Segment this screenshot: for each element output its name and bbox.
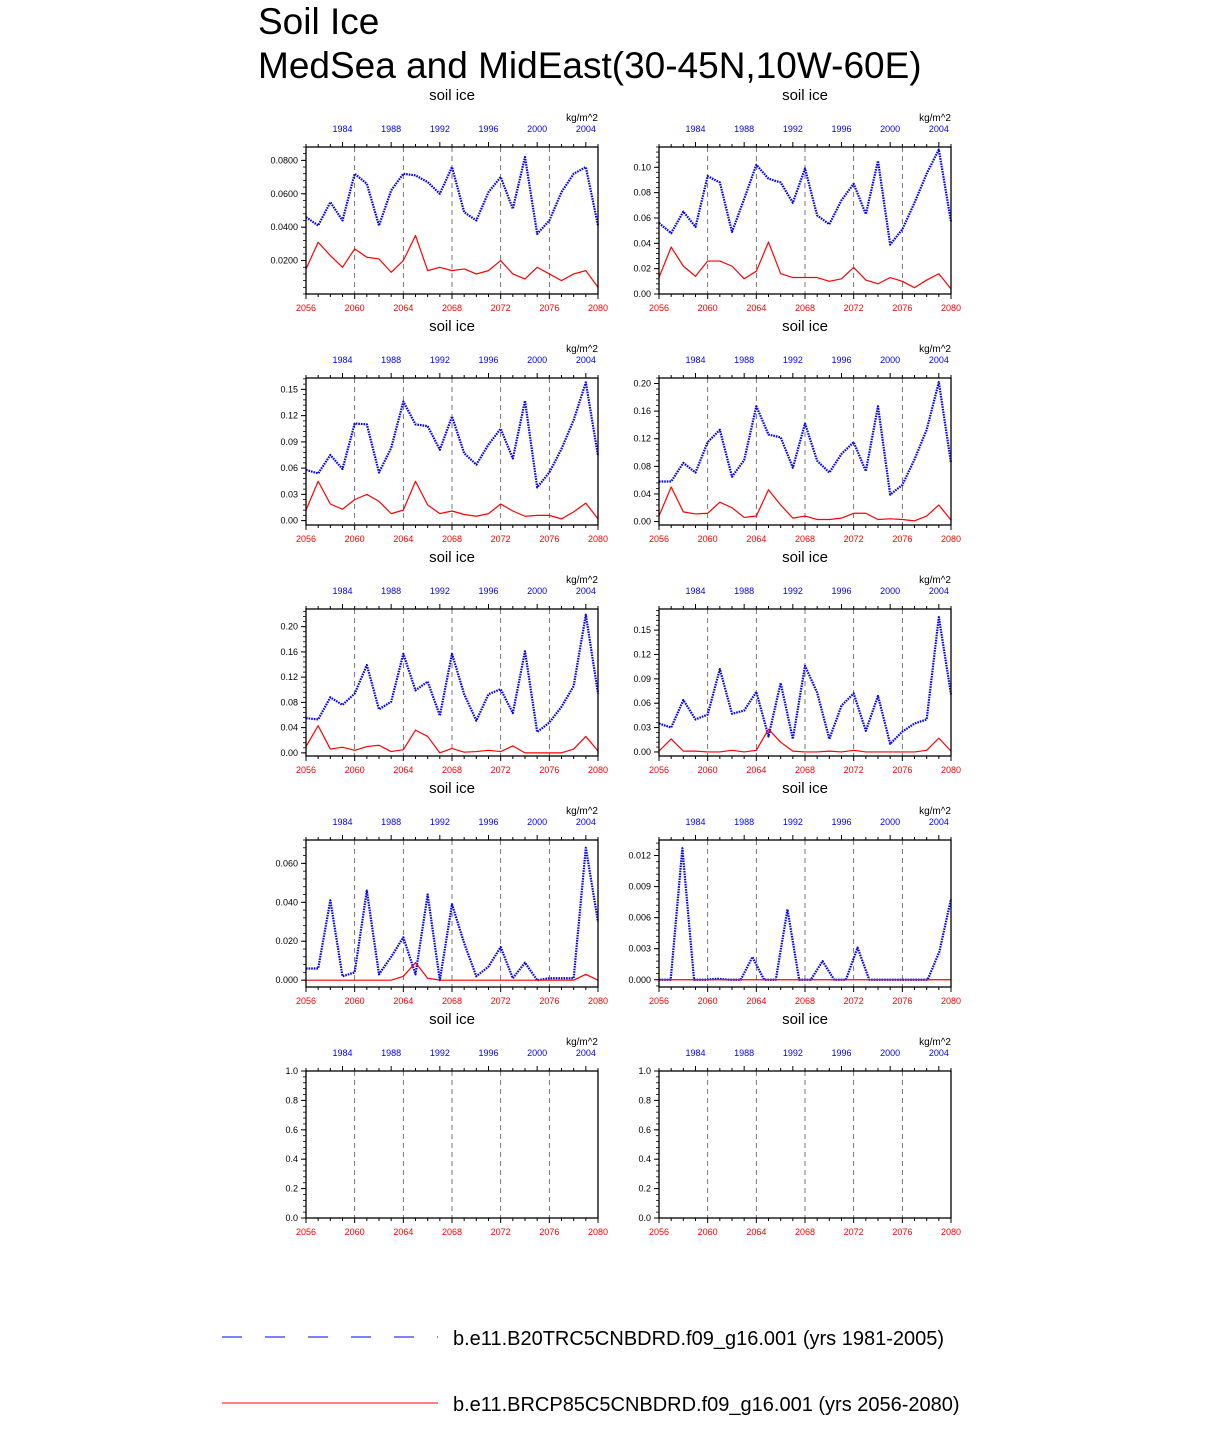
y-tick-label: 0.03	[280, 489, 298, 500]
y-tick-label: 0.06	[633, 698, 651, 709]
x-top-tick-label: 1996	[831, 586, 852, 596]
x-bottom-tick-label: 2064	[393, 534, 414, 544]
x-top-tick-label: 2004	[575, 817, 596, 827]
y-tick-label: 0.012	[628, 850, 651, 861]
x-top-tick-label: 1984	[685, 817, 706, 827]
y-tick-label: 0.6	[285, 1124, 298, 1135]
x-top-tick-label: 1996	[478, 817, 499, 827]
x-top-tick-label: 1996	[831, 1048, 852, 1058]
x-top-tick-label: 1984	[685, 355, 706, 365]
y-tick-label: 0.00	[633, 516, 651, 527]
x-bottom-tick-label: 2080	[587, 303, 609, 313]
x-bottom-tick-label: 2080	[587, 996, 609, 1006]
y-tick-label: 0.006	[628, 912, 651, 923]
x-top-tick-label: 2004	[928, 355, 949, 365]
x-bottom-tick-label: 2068	[441, 996, 463, 1006]
y-tick-label: 0.060	[275, 858, 298, 869]
x-top-tick-label: 1984	[332, 586, 353, 596]
y-tick-label: 0.10	[633, 162, 651, 173]
x-top-tick-label: 1988	[381, 817, 402, 827]
x-top-tick-label: 1992	[782, 1048, 803, 1058]
y-tick-label: 0.08	[633, 461, 651, 472]
y-tick-label: 0.20	[633, 378, 651, 389]
x-bottom-tick-label: 2072	[843, 996, 864, 1006]
x-bottom-tick-label: 2056	[648, 996, 670, 1006]
x-bottom-tick-label: 2080	[940, 534, 962, 544]
y-tick-label: 0.03	[633, 722, 651, 733]
panel-title: soil ice	[782, 318, 828, 335]
x-bottom-tick-label: 2072	[843, 534, 864, 544]
x-bottom-tick-label: 2056	[295, 765, 317, 775]
x-bottom-tick-label: 2056	[295, 996, 317, 1006]
y-tick-label: 0.06	[280, 463, 298, 474]
x-top-tick-label: 1996	[831, 124, 852, 134]
x-bottom-tick-label: 2072	[843, 1227, 864, 1237]
y-tick-label: 0.003	[628, 943, 651, 954]
x-top-tick-label: 1984	[332, 1048, 353, 1058]
y-tick-label: 0.8	[638, 1095, 651, 1106]
panel-title: soil ice	[429, 318, 475, 335]
y-tick-label: 0.08	[280, 697, 298, 708]
y-tick-label: 0.00	[633, 746, 651, 757]
x-bottom-tick-label: 2072	[490, 1227, 511, 1237]
x-bottom-tick-label: 2080	[940, 1227, 962, 1237]
x-bottom-tick-label: 2076	[892, 303, 913, 313]
y-tick-label: 0.20	[280, 621, 298, 632]
y-tick-label: 0.0800	[270, 155, 298, 166]
panel-title: soil ice	[429, 87, 475, 104]
x-bottom-tick-label: 2068	[794, 996, 816, 1006]
x-bottom-tick-label: 2072	[490, 303, 511, 313]
units-label: kg/m^2	[566, 806, 598, 817]
x-bottom-tick-label: 2060	[344, 534, 365, 544]
units-label: kg/m^2	[919, 575, 951, 586]
x-bottom-tick-label: 2060	[344, 765, 365, 775]
y-tick-label: 0.8	[285, 1095, 298, 1106]
x-top-tick-label: 2000	[527, 124, 548, 134]
x-bottom-tick-label: 2076	[892, 534, 913, 544]
y-tick-label: 0.12	[280, 672, 298, 683]
y-tick-label: 0.020	[275, 936, 298, 947]
x-bottom-tick-label: 2076	[539, 303, 560, 313]
x-top-tick-label: 2004	[928, 124, 949, 134]
x-top-tick-label: 1984	[685, 586, 706, 596]
y-tick-label: 0.0200	[270, 255, 298, 266]
x-bottom-tick-label: 2064	[746, 303, 767, 313]
y-tick-label: 0.06	[633, 212, 651, 223]
y-tick-label: 0.0400	[270, 222, 298, 233]
units-label: kg/m^2	[919, 1037, 951, 1048]
x-bottom-tick-label: 2056	[295, 534, 317, 544]
x-top-tick-label: 2004	[575, 124, 596, 134]
x-top-tick-label: 1992	[782, 586, 803, 596]
y-tick-label: 0.4	[638, 1154, 651, 1165]
figure-title: Soil Ice	[258, 1, 380, 42]
figure-subtitle: MedSea and MidEast(30-45N,10W-60E)	[258, 45, 922, 86]
x-bottom-tick-label: 2080	[587, 765, 609, 775]
x-bottom-tick-label: 2076	[892, 1227, 913, 1237]
x-bottom-tick-label: 2068	[794, 765, 816, 775]
x-top-tick-label: 1984	[685, 124, 706, 134]
y-tick-label: 0.00	[280, 747, 298, 758]
x-bottom-tick-label: 2068	[794, 303, 816, 313]
x-bottom-tick-label: 2060	[697, 765, 718, 775]
x-bottom-tick-label: 2064	[393, 1227, 414, 1237]
units-label: kg/m^2	[566, 113, 598, 124]
y-tick-label: 0.08	[633, 187, 651, 198]
x-top-tick-label: 1988	[734, 586, 755, 596]
x-bottom-tick-label: 2076	[539, 1227, 560, 1237]
legend-label: b.e11.B20TRC5CNBDRD.f09_g16.001 (yrs 1981-2005)	[453, 1328, 945, 1350]
x-bottom-tick-label: 2064	[746, 765, 767, 775]
x-bottom-tick-label: 2060	[344, 1227, 365, 1237]
y-tick-label: 0.2	[638, 1183, 651, 1194]
panel-title: soil ice	[429, 780, 475, 797]
units-label: kg/m^2	[919, 806, 951, 817]
x-top-tick-label: 2000	[527, 1048, 548, 1058]
x-top-tick-label: 2000	[880, 124, 901, 134]
x-bottom-tick-label: 2068	[441, 534, 463, 544]
x-top-tick-label: 1988	[381, 586, 402, 596]
y-tick-label: 0.04	[633, 238, 651, 249]
x-bottom-tick-label: 2072	[843, 303, 864, 313]
panel-title: soil ice	[782, 87, 828, 104]
x-top-tick-label: 2004	[928, 586, 949, 596]
y-tick-label: 0.12	[633, 649, 651, 660]
x-bottom-tick-label: 2056	[648, 1227, 670, 1237]
x-top-tick-label: 1988	[734, 124, 755, 134]
y-tick-label: 0.04	[633, 488, 651, 499]
x-bottom-tick-label: 2064	[393, 996, 414, 1006]
x-bottom-tick-label: 2060	[697, 1227, 718, 1237]
x-bottom-tick-label: 2068	[441, 1227, 463, 1237]
x-bottom-tick-label: 2064	[393, 303, 414, 313]
x-top-tick-label: 1996	[478, 1048, 499, 1058]
x-top-tick-label: 1992	[429, 817, 450, 827]
x-bottom-tick-label: 2080	[940, 303, 962, 313]
x-top-tick-label: 2000	[527, 586, 548, 596]
y-tick-label: 1.0	[285, 1066, 298, 1076]
x-bottom-tick-label: 2056	[295, 303, 317, 313]
x-bottom-tick-label: 2072	[843, 765, 864, 775]
panel-title: soil ice	[429, 549, 475, 566]
units-label: kg/m^2	[566, 1037, 598, 1048]
x-top-tick-label: 1984	[332, 355, 353, 365]
x-top-tick-label: 1984	[332, 124, 353, 134]
x-top-tick-label: 1992	[429, 1048, 450, 1058]
units-label: kg/m^2	[566, 575, 598, 586]
x-bottom-tick-label: 2072	[490, 534, 511, 544]
x-bottom-tick-label: 2068	[794, 534, 816, 544]
y-tick-label: 0.2	[285, 1183, 298, 1194]
panel-title: soil ice	[782, 1011, 828, 1028]
x-bottom-tick-label: 2064	[393, 765, 414, 775]
y-tick-label: 0.09	[280, 436, 298, 447]
x-top-tick-label: 1992	[429, 355, 450, 365]
x-bottom-tick-label: 2056	[648, 303, 670, 313]
y-tick-label: 0.009	[628, 881, 651, 892]
panel-title: soil ice	[429, 1011, 475, 1028]
x-bottom-tick-label: 2056	[648, 534, 670, 544]
x-bottom-tick-label: 2076	[892, 996, 913, 1006]
y-tick-label: 0.00	[280, 515, 298, 526]
y-tick-label: 0.040	[275, 897, 298, 908]
y-tick-label: 0.02	[633, 263, 651, 274]
x-top-tick-label: 2000	[527, 817, 548, 827]
x-bottom-tick-label: 2068	[794, 1227, 816, 1237]
x-bottom-tick-label: 2060	[697, 996, 718, 1006]
x-top-tick-label: 1992	[782, 355, 803, 365]
x-top-tick-label: 1996	[478, 124, 499, 134]
x-top-tick-label: 2004	[575, 355, 596, 365]
x-top-tick-label: 2000	[880, 817, 901, 827]
y-tick-label: 0.12	[633, 433, 651, 444]
x-top-tick-label: 1992	[782, 124, 803, 134]
x-top-tick-label: 1992	[782, 817, 803, 827]
x-bottom-tick-label: 2076	[539, 996, 560, 1006]
units-label: kg/m^2	[919, 113, 951, 124]
y-tick-label: 0.000	[628, 974, 651, 985]
y-tick-label: 0.000	[275, 975, 298, 986]
x-bottom-tick-label: 2080	[587, 534, 609, 544]
x-top-tick-label: 1988	[734, 355, 755, 365]
y-tick-label: 0.15	[280, 384, 298, 395]
legend-label: b.e11.BRCP85C5CNBDRD.f09_g16.001 (yrs 2056-2080)	[453, 1394, 960, 1416]
x-top-tick-label: 1988	[734, 817, 755, 827]
x-top-tick-label: 2004	[575, 1048, 596, 1058]
x-top-tick-label: 1992	[429, 586, 450, 596]
x-top-tick-label: 2004	[928, 1048, 949, 1058]
x-top-tick-label: 1996	[478, 355, 499, 365]
panel-title: soil ice	[782, 780, 828, 797]
x-top-tick-label: 1988	[381, 355, 402, 365]
x-top-tick-label: 2000	[527, 355, 548, 365]
x-top-tick-label: 1988	[734, 1048, 755, 1058]
x-bottom-tick-label: 2060	[344, 996, 365, 1006]
y-tick-label: 0.16	[633, 406, 651, 417]
y-tick-label: 0.04	[280, 722, 298, 733]
panel-title: soil ice	[782, 549, 828, 566]
x-bottom-tick-label: 2060	[697, 303, 718, 313]
x-top-tick-label: 2000	[880, 1048, 901, 1058]
x-bottom-tick-label: 2072	[490, 765, 511, 775]
x-top-tick-label: 1996	[478, 586, 499, 596]
x-bottom-tick-label: 2064	[746, 996, 767, 1006]
y-tick-label: 0.16	[280, 646, 298, 657]
y-tick-label: 0.09	[633, 673, 651, 684]
x-bottom-tick-label: 2064	[746, 1227, 767, 1237]
y-tick-label: 0.0600	[270, 188, 298, 199]
x-top-tick-label: 2004	[928, 817, 949, 827]
y-tick-label: 0.15	[633, 625, 651, 636]
x-top-tick-label: 1996	[831, 817, 852, 827]
y-tick-label: 0.12	[280, 410, 298, 421]
y-tick-label: 0.4	[285, 1154, 298, 1165]
x-top-tick-label: 2004	[575, 586, 596, 596]
x-top-tick-label: 1984	[685, 1048, 706, 1058]
y-tick-label: 0.00	[633, 289, 651, 299]
units-label: kg/m^2	[919, 344, 951, 355]
x-bottom-tick-label: 2080	[940, 765, 962, 775]
units-label: kg/m^2	[566, 344, 598, 355]
x-top-tick-label: 2000	[880, 586, 901, 596]
x-bottom-tick-label: 2064	[746, 534, 767, 544]
y-tick-label: 0.0	[285, 1213, 298, 1223]
x-bottom-tick-label: 2076	[539, 534, 560, 544]
x-top-tick-label: 1988	[381, 124, 402, 134]
x-bottom-tick-label: 2056	[648, 765, 670, 775]
x-bottom-tick-label: 2060	[697, 534, 718, 544]
x-bottom-tick-label: 2076	[892, 765, 913, 775]
x-top-tick-label: 1984	[332, 817, 353, 827]
x-top-tick-label: 1996	[831, 355, 852, 365]
x-bottom-tick-label: 2072	[490, 996, 511, 1006]
y-tick-label: 1.0	[638, 1066, 651, 1076]
x-bottom-tick-label: 2068	[441, 303, 463, 313]
x-top-tick-label: 1988	[381, 1048, 402, 1058]
y-tick-label: 0.6	[638, 1124, 651, 1135]
y-tick-label: 0.0	[638, 1213, 651, 1223]
legend-item-1	[222, 1328, 944, 1350]
x-bottom-tick-label: 2080	[587, 1227, 609, 1237]
x-bottom-tick-label: 2080	[940, 996, 962, 1006]
x-bottom-tick-label: 2060	[344, 303, 365, 313]
x-bottom-tick-label: 2068	[441, 765, 463, 775]
x-bottom-tick-label: 2076	[539, 765, 560, 775]
x-top-tick-label: 1992	[429, 124, 450, 134]
x-bottom-tick-label: 2056	[295, 1227, 317, 1237]
legend-item-2	[222, 1394, 960, 1416]
x-top-tick-label: 2000	[880, 355, 901, 365]
